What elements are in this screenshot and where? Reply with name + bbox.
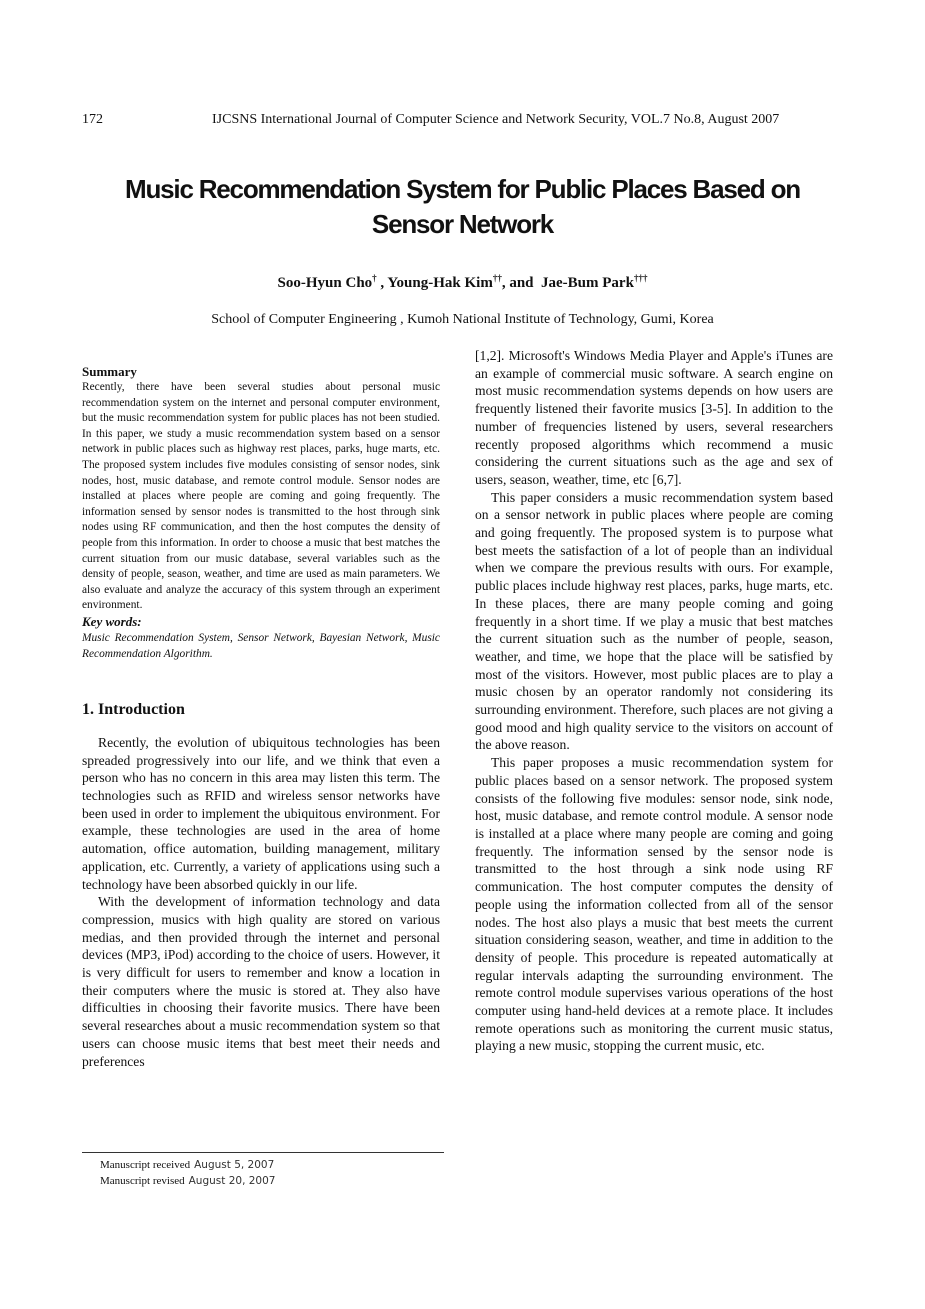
intro-paragraph-1: Recently, the evolution of ubiquitous technologies has been spreaded progressively into our life, and we think that even a person who has no concern in this area may listen this term. The technologies such as RFID and wireless sensor networks have been used in order to implement the ubiquitous environment. For example, these technologies are used in the area of home automation, office automation, building management, military application, etc. Currently, a variety of applications using such a technology have been absorbed quickly in our life. [82,734,440,892]
section-heading-introduction: 1. Introduction [82,700,185,718]
summary-text: Recently, there have been several studies about personal music recommendation system on the internet and personal computer environment, but the music recommendation system for public places has not been studied. In this paper, we study a music recommendation system based on a sensor network in public places such as highway rest places, parks, huge marts, etc. The proposed system includes five modules consisting of sensor nodes, sink nodes, host, music database, and remote control module. Sensor nodes are installed at places where people are coming and going frequently. The information sensed by sensor nodes is transmitted to the host through sink nodes using RF communication, and then the host computes the density of people from this information. In order to choose a music that best matches the current situation from our music database, several variables such as the density of people, season, weather, and time are used as main parameters. We also evaluate and analyze the accuracy of this system through an experiment environment. [82,381,440,612]
intro-paragraph-2: With the development of information technology and data compression, musics with high quality are stored on various medias, and then provided through the internet and personal devices (MP3, iPod) according to the choice of users. However, it is very difficult for users to remember and know a location in their computers where the music is stored at. They also have difficulties in choosing their favorite musics. There have been several researches about a music recommendation system so that users can choose music items that best meet their needs and preferences [82,894,440,1069]
keywords-heading: Key words: [82,613,142,629]
received-date: August 5, 2007 [194,1159,275,1171]
footnote-divider [82,1152,444,1153]
keywords-text: Music Recommendation System, Sensor Network, Bayesian Network, Music Recommendation Algorithm. [82,631,440,660]
intro-paragraph-5: This paper proposes a music recommendation system for public places based on a sensor network. The proposed system consists of the following five modules: sensor node, sink node, host, music database, and remote control module. A sensor node is installed at a place where many people are coming and going frequently. The information sensed by the sensor node is transmitted to the host through a sink node using RF communication. The host computer computes the density of people using the information collected from all of the sensor nodes. The host also plays a music that best meets the current situation considering season, weather, and time in addition to the density of people. This procedure is repeated automatically at regular intervals adapting the surrounding environment. The remote control module supervises various operations of the host computer using hand-held devices at a remote place. It includes remote operations such as monitoring the current music status, playing a new music, stopping the current music, etc. [475,755,833,1054]
affiliation: School of Computer Engineering , Kumoh National Institute of Technology, Gumi, Korea [211,312,714,327]
footnote [100,1157,275,1189]
author-1: Soo-Hyun Cho [277,275,373,291]
intro-paragraph-4: This paper considers a music recommendation system based on a sensor network in public places where people are coming and going frequently. The proposed system is to purpose what best meets the satisfaction of a lot of people than an individual when we compare the previous results with ours. For example, public places include highway rest places, parks, huge marts, etc. In these places, there are many people coming and going frequently in a short time. If we play a music that best matches the current situation such as the number of people, season, weather, and time, we hope that the place will be satisfied by most of the visitors. However, most public places are to play a music chosen by an operator randomly not considering its surrounding environment. Therefore, such places are not giving a good mood and high quality service to the visitors on account of the above reason. [475,489,833,753]
author-list [60,273,865,292]
revised-label: Manuscript revised [100,1175,185,1187]
paper-title [60,172,865,242]
author-2: Young-Hak Kim [387,275,493,291]
title-line-1: Music Recommendation System for Public Places Based on [125,174,800,204]
manuscript-revised [100,1173,275,1189]
intro-paragraph-3: [1,2]. Microsoft's Windows Media Player and Apple's iTunes are an example of commercial music software. A search engine on most music recommendation systems depends on how users are frequently listened their favorite musics [3-5]. In addition to the number of frequencies listened by users, several researchers recently proposed algorithms which recommend a music considering the current situations such as the age and sex of users, season, weather, time, etc [6,7]. [475,348,833,487]
summary-heading: Summary [82,364,137,379]
author-2-mark: †† [492,273,502,283]
received-label: Manuscript received [100,1159,191,1171]
author-separator-1: , [376,275,388,291]
manuscript-received [100,1157,275,1173]
author-separator-2: , and [501,275,542,291]
page-number: 172 [82,112,103,127]
left-column [82,363,440,1070]
title-line-2: Sensor Network [371,209,554,239]
revised-date: August 20, 2007 [188,1175,276,1187]
author-3: Jae-Bum Park [541,275,634,291]
running-header: IJCSNS International Journal of Computer Science and Network Security, VOL.7 No.8, August 2007 [212,112,780,127]
right-column [475,347,833,1055]
author-1-mark: † [372,273,377,283]
author-3-mark: ††† [633,273,648,283]
